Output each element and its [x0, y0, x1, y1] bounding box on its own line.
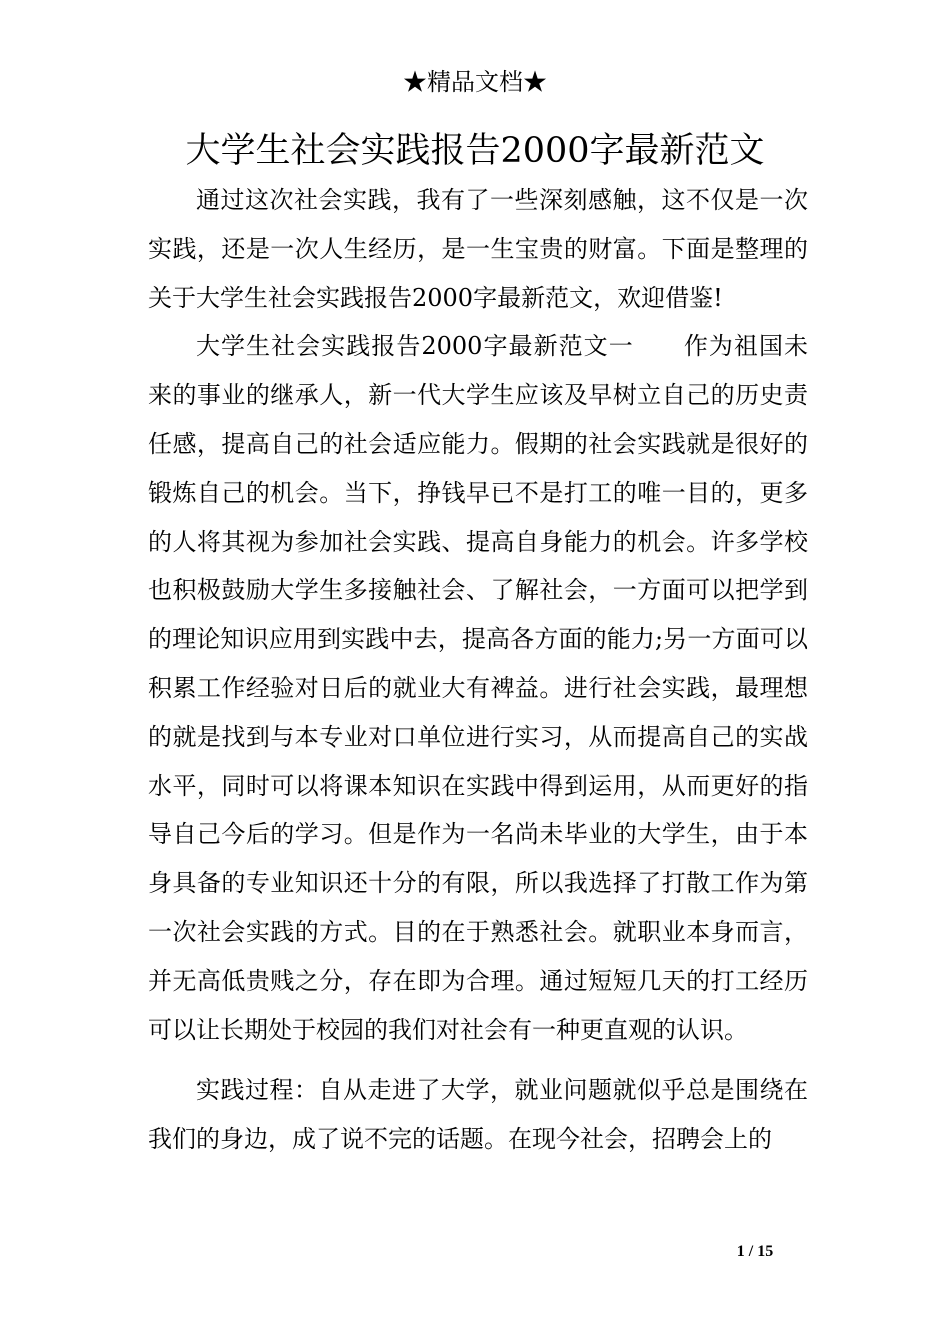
document-body [148, 176, 808, 1164]
page-number: 1 / 15 [736, 1243, 774, 1260]
header-mark: ★精品文档★ [403, 68, 547, 96]
document-title: 大学生社会实践报告2000字最新范文 [185, 131, 765, 171]
intro-paragraph: 通过这次社会实践，我有了一些深刻感触，这不仅是一次实践，还是一次人生经历，是一生宝贵的财富。下面是整理的关于大学生社会实践报告2000字最新范文，欢迎借鉴! [148, 186, 808, 312]
section-one-paragraph: 大学生社会实践报告2000字最新范文一 作为祖国未来的事业的继承人，新一代大学生应该及早树立自己的历史责任感，提高自己的社会适应能力。假期的社会实践就是很好的锻炼自己的机会。当下，挣钱早已不是打工的唯一目的，更多的人将其视为参加社会实践、提高自身能力的机会。许多学校也积极鼓励大学生多接触社会、了解社会，一方面可以把学到的理论知识应用到实践中去，提高各方面的能力;另一方面可以积累工作经验对日后的就业大有裨益。进行社会实践，最理想的就是找到与本专业对口单位进行实习，从而提高自己的实战水平，同时可以将课本知识在实践中得到运用，从而更好的指导自己今后的学习。但是作为一名尚未毕业的大学生，由于本身具备的专业知识还十分的有限，所以我选择了打散工作为第一次社会实践的方式。目的在于熟悉社会。就职业本身而言，并无高低贵贱之分，存在即为合理。通过短短几天的打工经历可以让长期处于校园的我们对社会有一种更直观的认识。 [148, 332, 808, 1044]
practice-process-paragraph: 实践过程：自从走进了大学，就业问题就似乎总是围绕在我们的身边，成了说不完的话题。在现今社会，招聘会上的 [148, 1076, 808, 1154]
